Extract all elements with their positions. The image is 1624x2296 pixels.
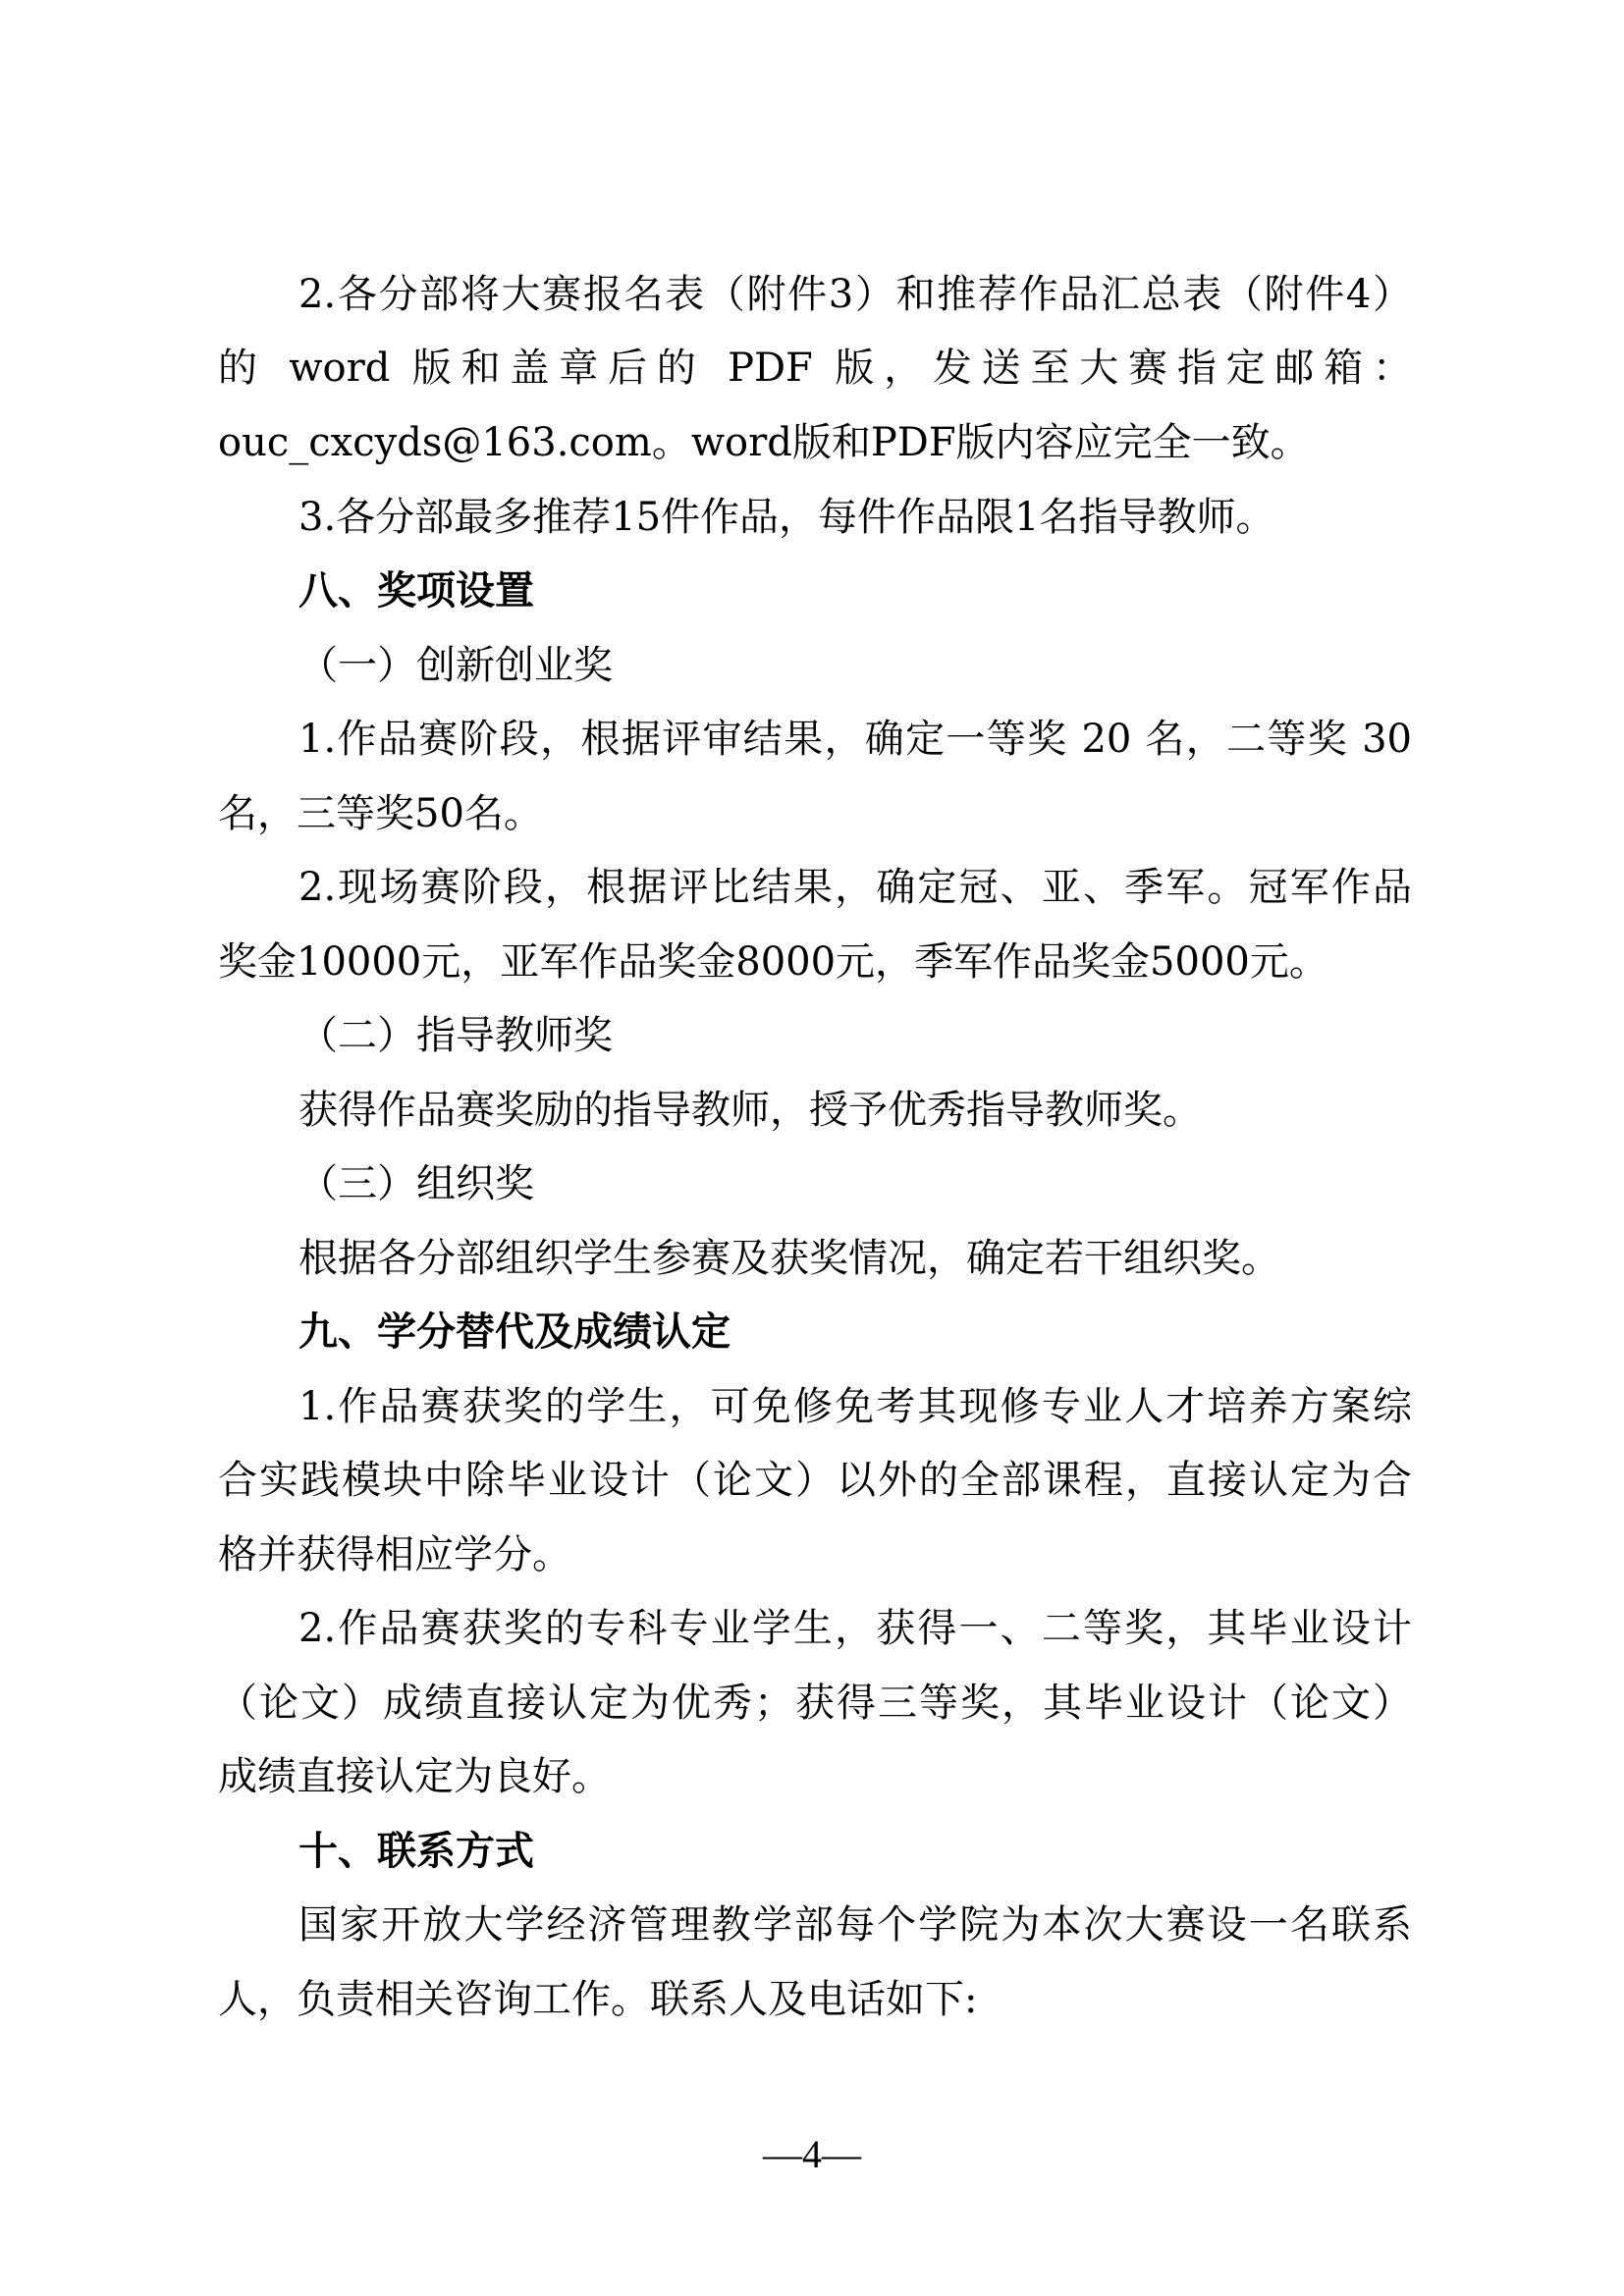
paragraph-line: 1.作品赛阶段，根据评审结果，确定一等奖 20 名，二等奖 30 bbox=[298, 717, 1412, 762]
paragraph-line: ouc_cxcyds@163.com。word版和PDF版内容应完全一致。 bbox=[218, 420, 1310, 465]
paragraph-line: 2.现场赛阶段，根据评比结果，确定冠、亚、季军。冠军作品 bbox=[298, 865, 1412, 910]
section-heading: 八、奖项设置 bbox=[298, 568, 534, 614]
paragraph-line: 根据各分部组织学生参赛及获奖情况，确定若干组织奖。 bbox=[298, 1236, 1280, 1281]
paragraph-line: 人，负责相关咨询工作。联系人及电话如下: bbox=[218, 1977, 978, 2022]
paragraph-line: 国家开放大学经济管理教学部每个学院为本次大赛设一名联系 bbox=[298, 1902, 1412, 1948]
subsection-heading: （一）创新创业奖 bbox=[298, 643, 613, 688]
paragraph-line: 获得作品赛奖励的指导教师，授予优秀指导教师奖。 bbox=[298, 1088, 1202, 1133]
paragraph-line: 1.作品赛获奖的学生，可免修免考其现修专业人才培养方案综 bbox=[298, 1384, 1412, 1429]
section-heading: 十、联系方式 bbox=[298, 1829, 534, 1874]
paragraph-line: 2.各分部将大赛报名表（附件3）和推荐作品汇总表（附件4） bbox=[298, 272, 1412, 317]
paragraph-line: 合实践模块中除毕业设计（论文）以外的全部课程，直接认定为合 bbox=[218, 1458, 1412, 1503]
subsection-heading: （二）指导教师奖 bbox=[298, 1013, 613, 1058]
subsection-heading: （三）组织奖 bbox=[298, 1161, 534, 1206]
section-heading: 九、学分替代及成绩认定 bbox=[298, 1309, 731, 1355]
page-number: —4— bbox=[763, 2132, 861, 2176]
paragraph-line: 2.作品赛获奖的专科专业学生，获得一、二等奖，其毕业设计 bbox=[298, 1606, 1412, 1651]
paragraph-line: 奖金10000元，亚军作品奖金8000元，季军作品奖金5000元。 bbox=[218, 939, 1328, 985]
paragraph-line: 成绩直接认定为良好。 bbox=[218, 1754, 611, 1799]
paragraph-line: 3.各分部最多推荐15件作品，每件作品限1名指导教师。 bbox=[298, 495, 1275, 540]
paragraph-line: 的 word 版和盖章后的 PDF 版，发送至大赛指定邮箱： bbox=[218, 346, 1412, 391]
paragraph-line: （论文）成绩直接认定为优秀；获得三等奖，其毕业设计（论文） bbox=[218, 1681, 1412, 1726]
paragraph-line: 名，三等奖50名。 bbox=[218, 791, 543, 836]
paragraph-line: 格并获得相应学分。 bbox=[218, 1532, 571, 1577]
